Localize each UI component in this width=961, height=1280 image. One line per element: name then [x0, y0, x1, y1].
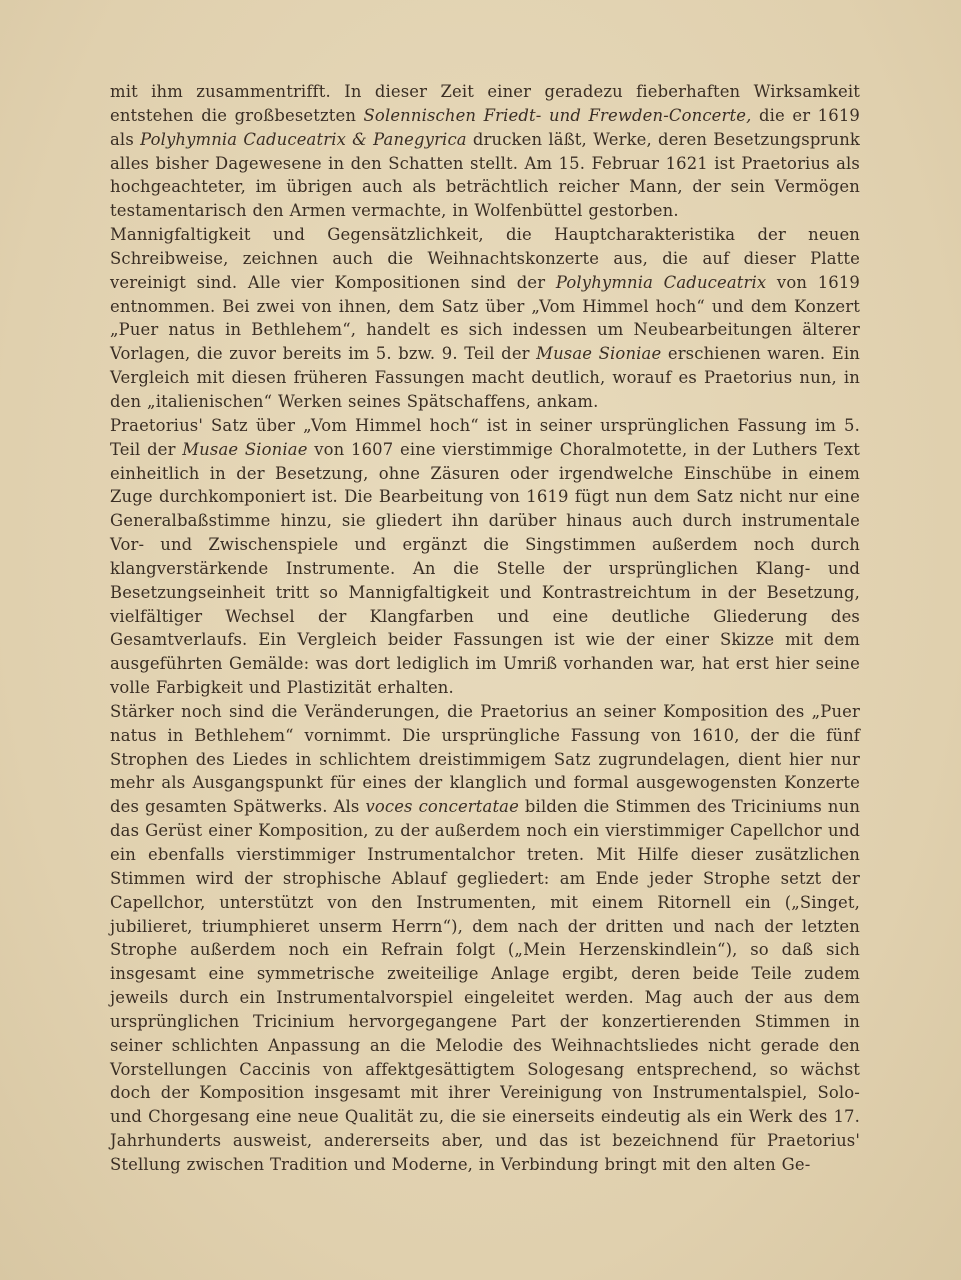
italic-title: Musae Sioniae [182, 439, 308, 459]
italic-title: Musae Sioniae [536, 344, 662, 364]
paragraph [110, 700, 860, 1177]
text-run: mit ihm zusammentrifft. In dieser Zeit einer geradezu fieberhaften Wirksamkeit entstehen die großbesetzten [110, 82, 860, 125]
text-run: bilden die Stimmen des Triciniums nun das Gerüst einer Komposition, zu der außerdem noch ein vierstimmiger Capellchor und ein ebenfalls vierstimmiger Instrumentalchor treten. Mit Hilfe dieser zusätzlichen Stimmen wird der strophische Ablauf gegliedert: am Ende jeder Strophe setzt der Capellchor, unterstützt von den Instrumenten, mit einem Ritornell ein („Singet, jubilieret, triumphieret unserm Herrn“), dem nach der dritten und nach der letzten Strophe außerdem noch ein Refrain folgt („Mein Herzenskindlein“), so daß sich insgesamt eine symmetrische zweiteilige Anlage ergibt, deren beide Teile zudem jeweils durch ein Instrumentalvorspiel eingeleitet werden. Mag auch der aus dem ursprünglichen Tricinium hervorgegangene Part der konzertierenden Stimmen in seiner schlichten Anpassung an die Melodie des Weihnachtsliedes nicht gerade den Vorstellungen Caccinis von affektgesättigtem Sologesang entsprechend, so wächst doch der Komposition insgesamt mit ihrer Vereinigung von Instrumentalspiel, Solo- und Chorgesang eine neue Qualität zu, die sie einerseits eindeutig als ein Werk des 17. Jahrhunderts ausweist, andererseits aber, und das ist bezeichnend für Praetorius' Stellung zwischen Tradition und Moderne, in Verbindung bringt mit den alten Ge- [110, 797, 861, 1174]
text-run: erschienen waren. Ein Vergleich mit diesen früheren Fassungen macht deutlich, worauf es Praetorius nun, in den „italienischen“ Werken seines Spätschaffens, ankam. [110, 344, 861, 411]
text-run: von 1607 eine vierstimmige Choralmotette, in der Luthers Text einheitlich in der Besetzung, ohne Zäsuren oder irgendwelche Einschübe in einem Zuge durchkomponiert ist. Die Bearbeitung von 1619 fügt nun dem Satz nicht nur eine Generalbaßstimme hinzu, sie gliedert ihn darüber hinaus auch durch instrumentale Vor- und Zwischenspiele und ergänzt die Singstimmen außerdem noch durch klangverstärkende Instrumente. An die Stelle der ursprünglichen Klang- und Besetzungseinheit tritt so Mannigfaltigkeit und Kontrastreichtum in der Besetzung, vielfältiger Wechsel der Klangfarben und eine deutliche Gliederung des Gesamtverlaufs. Ein Vergleich beider Fassungen ist wie der einer Skizze mit dem ausgeführten Gemälde: was dort lediglich im Umriß vorhanden war, hat erst hier seine volle Farbigkeit und Plastizität erhalten. [110, 439, 860, 698]
paragraph [110, 223, 860, 414]
italic-title: Polyhymnia Caduceatrix [555, 272, 767, 292]
text-run: die er 1619 als [110, 105, 860, 149]
italic-title: Solennischen Friedt- und Frewden-Concerte, [363, 105, 752, 125]
italic-title: Polyhymnia Caduceatrix & Panegyrica [140, 129, 467, 149]
italic-title: voces concertatae [365, 797, 519, 817]
text-run: Praetorius' Satz über „Vom Himmel hoch“ ist in seiner ursprünglichen Fassung im 5. Teil der [110, 415, 860, 459]
text-run: Mannigfaltigkeit und Gegensätzlichkeit, die Hauptcharakteristika der neuen Schreibweise, zeichnen auch die Weihnachtskonzerte aus, die auf dieser Platte vereinigt sind. Alle vier Kompositionen sind der [110, 225, 860, 292]
document-page [110, 80, 860, 1177]
paragraph [110, 414, 860, 700]
text-run: von 1619 entnommen. Bei zwei von ihnen, dem Satz über „Vom Himmel hoch“ und dem Konzert „Puer natus in Bethlehem“, handelt es sich indessen um Neubearbeitungen älterer Vorlagen, die zuvor bereits im 5. bzw. 9. Teil der [110, 272, 861, 364]
paragraph [110, 80, 860, 223]
text-run: drucken läßt, Werke, deren Besetzungsprunk alles bisher Dagewesene in den Schatten stellt. Am 15. Februar 1621 ist Praetorius als hochgeachteter, im übrigen auch als beträchtlich reicher Mann, der sein Vermögen testamentarisch den Armen vermachte, in Wolfenbüttel gestorben. [110, 129, 860, 221]
text-run: Stärker noch sind die Veränderungen, die Praetorius an seiner Komposition des „Puer natus in Bethlehem“ vornimmt. Die ursprüngliche Fassung von 1610, der die fünf Strophen des Liedes in schlichtem dreistimmigem Satz zugrundelagen, dient hier nur mehr als Ausgangspunkt für eines der klanglich und formal ausgewogensten Konzerte des gesamten Spätwerks. Als [110, 701, 860, 817]
